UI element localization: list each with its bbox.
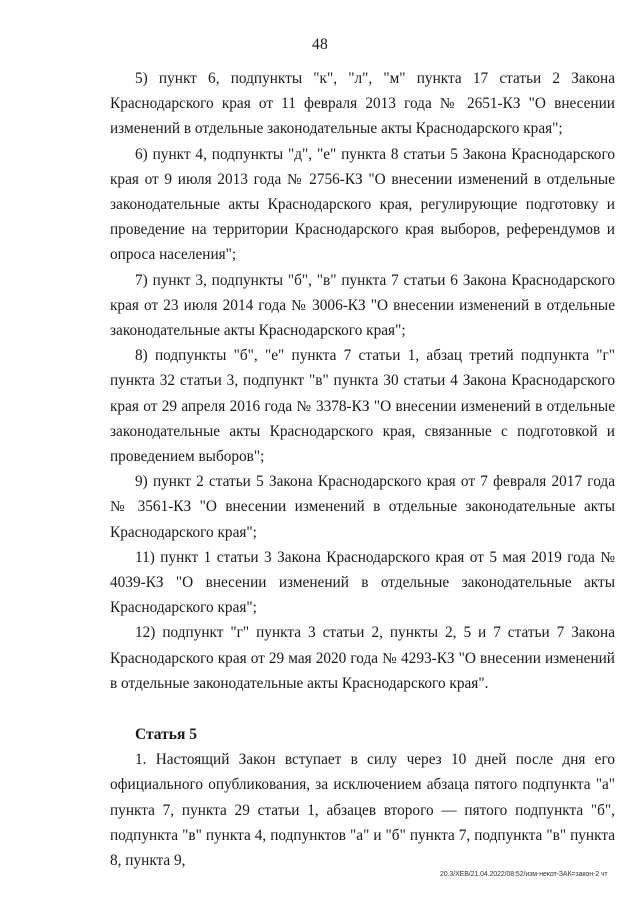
article-paragraph: 1. Настоящий Закон вступает в силу через 10 дней после дня его официального опубликования, за исключением абзаца пятого подпункта "а" пункта 7, пункта 29 статьи 1, абзацев второго — пятого подпункта "б", подпункта "в" пункта 4, подпунктов "а" и "б" пункта 7, подпункта "в" пункта 8, пункта 9, [110,751,615,870]
list-item: 5) пункт 6, подпункты "к", "л", "м" пункта 17 статьи 2 Закона Краснодарского края от 11 февраля 2013 года № 2651-КЗ "О внесении изменений в отдельные законодательные акты Краснодарского края"; [110,70,615,138]
list-item: 6) пункт 4, подпункты "д", "е" пункта 8 статьи 5 Закона Краснодарского края от 9 июля 2013 года № 2756-КЗ "О внесении изменений в отдельные законодательные акты Краснодарского края, регулирующие подготовку и проведение на территории Краснодарского края выборов, референдумов и опроса населения"; [110,145,615,264]
list-item: 9) пункт 2 статьи 5 Закона Краснодарского края от 7 февраля 2017 года № 3561-КЗ "О внесении изменений в отдельные законодательные акты Краснодарского края"; [110,473,615,541]
list-item: 12) подпункт "г" пункта 3 статьи 2, пункты 2, 5 и 7 статьи 7 Закона Краснодарского края от 29 мая 2020 года № 4293-КЗ "О внесении изменений в отдельные законодательные акты Краснодарского края". [110,624,615,692]
page-number: 48 [312,36,328,53]
list-item: 8) подпункты "б", "е" пункта 7 статьи 1, абзац третий подпункта "г" пункта 32 статьи 3, подпункт "в" пункта 30 статьи 4 Закона Краснодарского края от 29 апреля 2016 года № 3378-КЗ "О внесении изменений в отдельные законодательные акты Краснодарского края, связанные с подготовкой и проведением выборов"; [110,347,615,466]
list-item: 7) пункт 3, подпункты "б", "в" пункта 7 статьи 6 Закона Краснодарского края от 23 июля 2014 года № 3006-КЗ "О внесении изменений в отдельные законодательные акты Краснодарского края"; [110,271,615,340]
document-body [110,66,615,873]
list-item: 11) пункт 1 статьи 3 Закона Краснодарского края от 5 мая 2019 года № 4039-КЗ "О внесении изменений в отдельные законодательные акты Краснодарского края"; [110,548,615,617]
article-heading: Статья 5 [135,726,197,744]
footer-reference: 20.3/ХЕВ/21.04.2022/08:52/изм-некот-ЗАК=закон-2 чт [440,871,608,878]
